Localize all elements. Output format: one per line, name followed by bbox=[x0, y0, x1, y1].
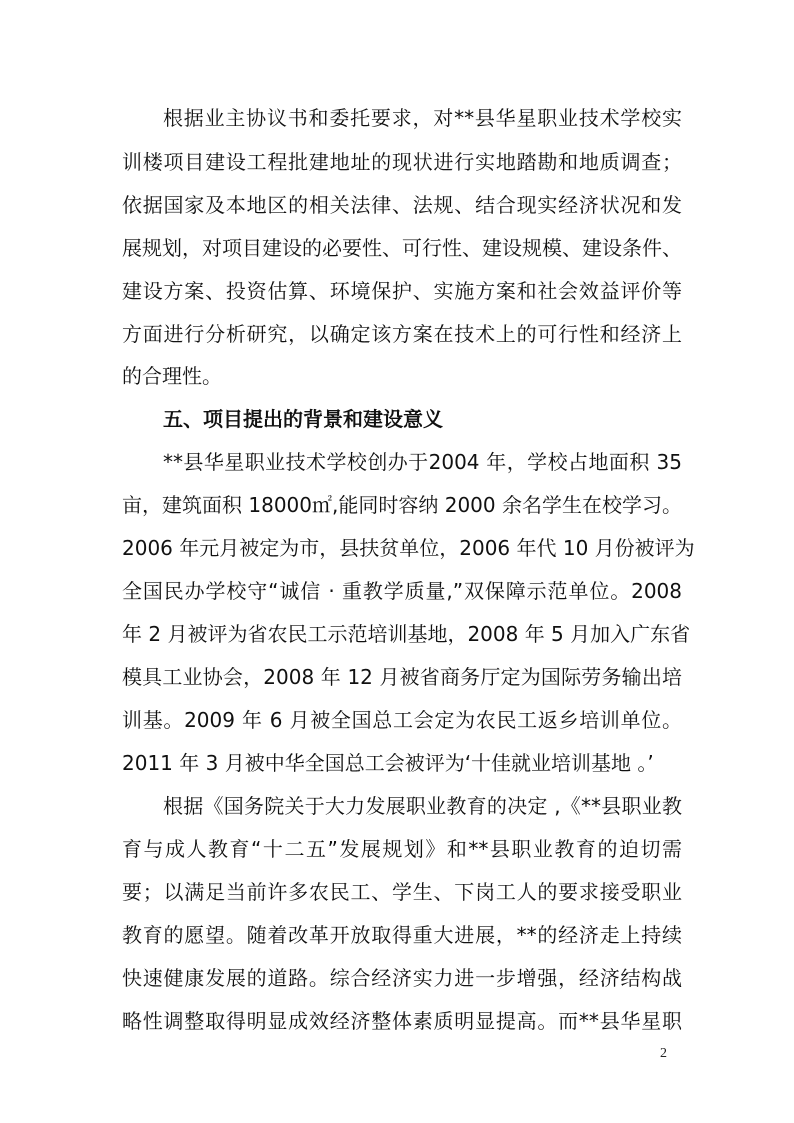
paragraph-line: 快速健康发展的道路。综合经济实力进一步增强，经济结构战 bbox=[122, 966, 682, 990]
paragraph-line: 建设方案、投资估算、环境保护、实施方案和社会效益评价等 bbox=[122, 279, 682, 303]
paragraph-line: 全国民办学校守“诚信 · 重教学质量,”双保障示范单位。2008 bbox=[122, 579, 682, 603]
section-heading: 五、项目提出的背景和建设意义 bbox=[163, 407, 443, 431]
paragraph-line: 2011 年 3 月被中华全国总工会被评为‘十佳就业培训基地 。’ bbox=[122, 751, 654, 775]
page-number: 2 bbox=[660, 1046, 667, 1061]
paragraph-line: 要；以满足当前许多农民工、学生、下岗工人的要求接受职业 bbox=[122, 880, 682, 904]
paragraph-line: 训基。2009 年 6 月被全国总工会定为农民工返乡培训单位。 bbox=[122, 708, 682, 732]
paragraph-line: 根据《国务院关于大力发展职业教育的决定 ,《**县职业教 bbox=[163, 794, 682, 818]
paragraph-line: 教育的愿望。随着改革开放取得重大进展，**的经济走上持续 bbox=[122, 923, 682, 947]
paragraph-line: 亩，建筑面积 18000㎡,能同时容纳 2000 余名学生在校学习。 bbox=[122, 493, 682, 517]
paragraph-line: 模具工业协会，2008 年 12 月被省商务厅定为国际劳务输出培 bbox=[122, 665, 682, 689]
paragraph-line: 略性调整取得明显成效经济整体素质明显提高。而**县华星职 bbox=[122, 1009, 682, 1033]
paragraph-line: 育与成人教育“十二五”发展规划》和**县职业教育的迫切需 bbox=[122, 837, 682, 861]
paragraph-line: **县华星职业技术学校创办于2004 年，学校占地面积 35 bbox=[163, 450, 682, 474]
paragraph-line: 2006 年元月被定为市，县扶贫单位，2006 年代 10 月份被评为 bbox=[122, 536, 695, 560]
paragraph-line: 的合理性。 bbox=[122, 364, 222, 388]
paragraph-line: 根据业主协议书和委托要求，对**县华星职业技术学校实 bbox=[163, 106, 682, 130]
paragraph-line: 训楼项目建设工程批建地址的现状进行实地踏勘和地质调查； bbox=[122, 150, 682, 174]
paragraph-line: 方面进行分析研究，以确定该方案在技术上的可行性和经济上 bbox=[122, 322, 682, 346]
paragraph-line: 年 2 月被评为省农民工示范培训基地，2008 年 5 月加入广东省 bbox=[122, 622, 691, 646]
paragraph-line: 展规划，对项目建设的必要性、可行性、建设规模、建设条件、 bbox=[122, 236, 682, 260]
paragraph-line: 依据国家及本地区的相关法律、法规、结合现实经济状况和发 bbox=[122, 193, 682, 217]
